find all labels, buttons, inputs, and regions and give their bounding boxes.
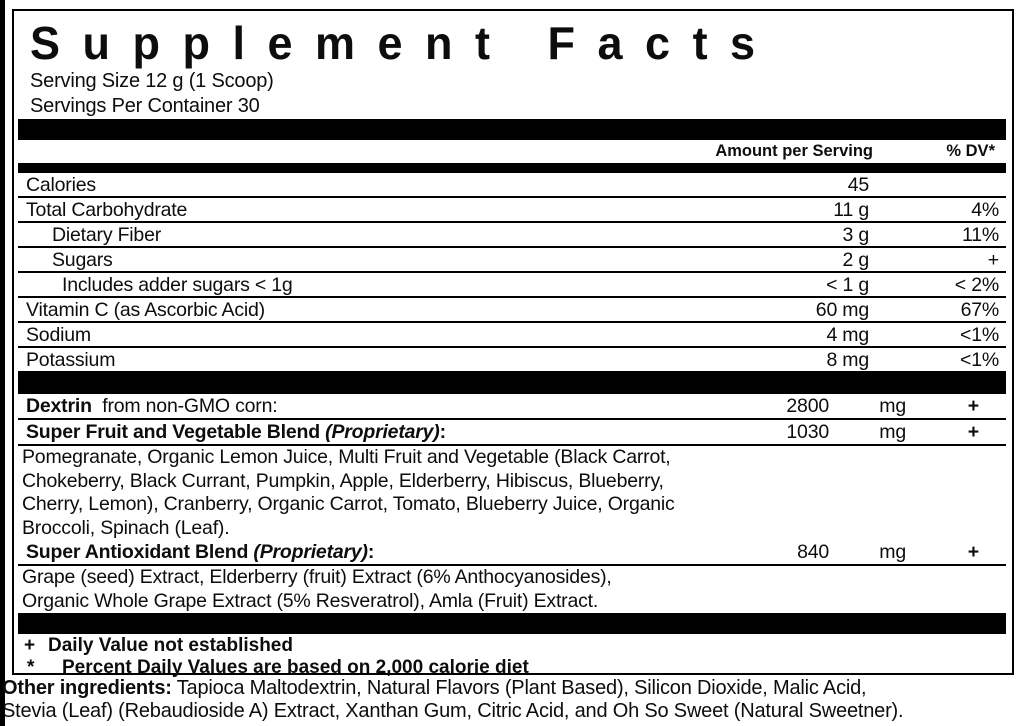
blend-amount: 2800	[786, 395, 829, 417]
blend-label-bold: Dextrin	[26, 395, 92, 417]
footnote-text: Percent Daily Values are based on 2,000 calorie diet	[62, 657, 529, 678]
table-row-sodium	[18, 323, 1006, 348]
panel-title: Supplement Facts	[30, 16, 778, 70]
table-row-dietary-fiber	[18, 223, 1006, 248]
divider-bar-header	[18, 163, 1006, 173]
nutrient-amount: 4 mg	[826, 324, 869, 346]
nutrient-label: Sodium	[26, 324, 91, 346]
dv-column-header: % DV*	[946, 142, 995, 160]
blend-amount: 840	[797, 541, 829, 563]
divider-bar-bottom	[18, 613, 1006, 634]
amount-column-header: Amount per Serving	[715, 142, 873, 160]
table-row-added-sugars	[18, 273, 1006, 298]
divider-bar-middle	[18, 373, 1006, 394]
blend-amount: 1030	[786, 421, 829, 443]
table-row-dextrin	[18, 394, 1006, 420]
nutrient-label: Calories	[26, 174, 96, 196]
nutrient-amount: 11 g	[833, 199, 869, 221]
nutrient-dv: <1%	[960, 324, 999, 346]
nutrient-label: Includes adder sugars < 1g	[62, 274, 293, 296]
blend-table	[18, 394, 1006, 446]
footnote-percent-dv	[14, 656, 1012, 678]
blend-label-rest: from non-GMO corn:	[91, 395, 278, 417]
blend-label	[26, 421, 446, 444]
blend-label	[26, 395, 277, 418]
footnote-daily-value	[14, 634, 1012, 656]
other-ingredients-line2: Stevia (Leaf) (Rebaudioside A) Extract, Xanthan Gum, Citric Acid, and Oh So Sweet (Natural Sweetner).	[2, 700, 904, 722]
nutrient-dv: +	[987, 249, 999, 271]
table-row-sugars	[18, 248, 1006, 273]
nutrient-amount: 2 g	[842, 249, 869, 271]
servings-per-container: Servings Per Container 30	[30, 95, 260, 117]
scan-edge-strip	[0, 0, 5, 726]
nutrient-dv: <1%	[960, 349, 999, 371]
table-row-total-carbohydrate	[18, 198, 1006, 223]
divider-bar-top	[18, 119, 1006, 140]
blend-unit: mg	[879, 421, 906, 443]
antioxidant-ingredient-list	[18, 566, 978, 613]
nutrient-amount: < 1 g	[826, 274, 869, 296]
antioxidant-table	[18, 540, 1006, 566]
blend-label-rest: :	[367, 541, 375, 563]
table-row-potassium	[18, 348, 1006, 373]
table-row-fruit-veg-blend	[18, 420, 1006, 446]
blend-unit: mg	[879, 395, 906, 417]
footnote-marker: *	[27, 657, 35, 678]
nutrient-dv: 67%	[960, 299, 999, 321]
nutrient-label: Total Carbohydrate	[26, 199, 188, 221]
nutrient-amount: 8 mg	[826, 349, 869, 371]
ingredient-line: Broccoli, Spinach (Leaf).	[22, 516, 230, 539]
nutrient-table	[18, 173, 1006, 373]
supplement-facts-panel	[12, 9, 1014, 678]
other-ingredients-lead: Other ingredients:	[2, 677, 172, 699]
nutrient-dv: 4%	[971, 199, 999, 221]
ingredient-line: Pomegranate, Organic Lemon Juice, Multi Fruit and Vegetable (Black Carrot,	[22, 446, 671, 468]
column-header-row	[14, 140, 1012, 163]
table-row-vitamin-c	[18, 298, 1006, 323]
serving-size: Serving Size 12 g (1 Scoop)	[30, 70, 274, 92]
blend-label	[26, 541, 374, 564]
nutrient-dv: < 2%	[954, 274, 999, 296]
nutrient-amount: 3 g	[842, 224, 869, 246]
blend-unit: mg	[879, 541, 906, 563]
ingredient-line: Grape (seed) Extract, Elderberry (fruit) Extract (6% Anthocyanosides),	[22, 566, 612, 588]
table-row-calories	[18, 173, 1006, 198]
blend-dv: +	[967, 541, 979, 563]
nutrient-label: Potassium	[26, 349, 116, 371]
ingredient-line: Chokeberry, Black Currant, Pumpkin, Apple, Elderberry, Hibiscus, Blueberry,	[22, 469, 664, 492]
blend-label-bold: Super Antioxidant Blend	[26, 541, 249, 563]
other-ingredients-rest: Tapioca Maltodextrin, Natural Flavors (Plant Based), Silicon Dioxide, Malic Acid,	[171, 677, 867, 699]
blend-label-bold: Super Fruit and Vegetable Blend	[26, 421, 320, 443]
ingredient-line: Organic Whole Grape Extract (5% Resveratrol), Amla (Fruit) Extract.	[22, 589, 599, 612]
nutrient-label: Dietary Fiber	[52, 224, 162, 246]
other-ingredients-line1	[2, 677, 1012, 700]
nutrient-label: Sugars	[52, 249, 113, 271]
nutrient-amount: 45	[847, 174, 869, 196]
blend-label-italic: (Proprietary)	[248, 541, 368, 563]
blend-label-rest: :	[439, 421, 446, 443]
table-row-antioxidant-blend	[18, 540, 1006, 566]
blend-label-italic: (Proprietary)	[319, 421, 440, 443]
footnote-text: Daily Value not established	[48, 635, 293, 656]
nutrient-dv: 11%	[962, 224, 999, 246]
nutrient-amount: 60 mg	[815, 299, 869, 321]
ingredient-line: Cherry, Lemon), Cranberry, Organic Carrot, Tomato, Blueberry Juice, Organic	[22, 493, 675, 515]
blend-dv: +	[967, 421, 979, 443]
other-ingredients	[2, 677, 1012, 723]
blend-dv: +	[967, 395, 979, 417]
nutrient-label: Vitamin C (as Ascorbic Acid)	[26, 299, 265, 321]
fruit-veg-ingredient-list	[18, 446, 978, 540]
footnote-marker: +	[24, 635, 36, 656]
